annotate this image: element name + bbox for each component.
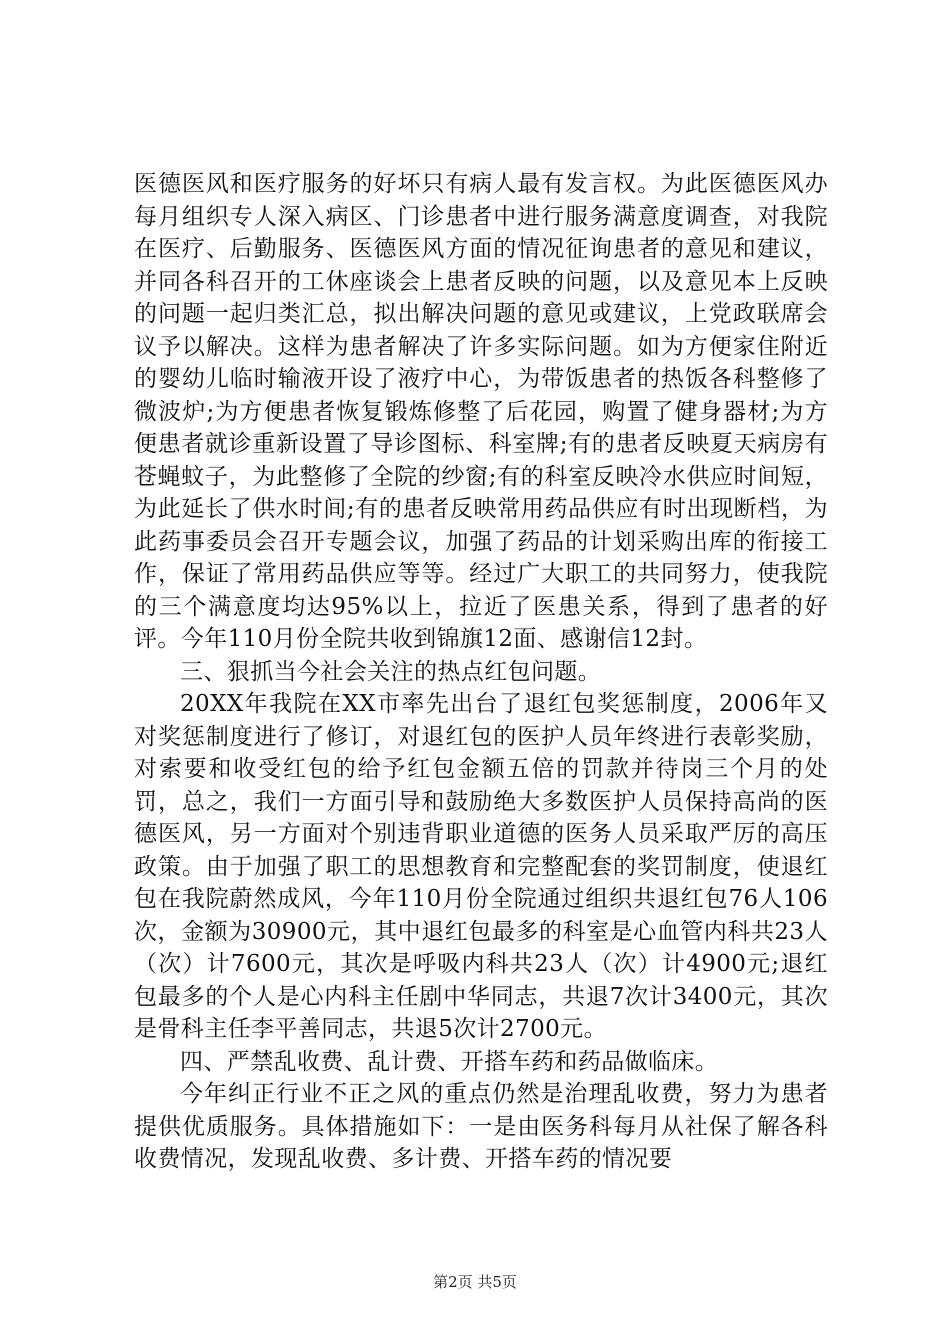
page-number-footer: 第2页 共5页 [433, 1273, 517, 1291]
paragraph-red-envelope-policy: 20XX年我院在XX市率先出台了退红包奖惩制度，2006年又对奖惩制度进行了修订，对退红包的医护人员年终进行表彰奖励，对索要和收受红包的给予红包金额五倍的罚款并待岗三个月的处罚，总之，我们一方面引导和鼓励绝大多数医护人员保持高尚的医德医风，另一方面对个别违背职业道德的医务人员采取严厉的高压政策。由于加强了职工的思想教育和完整配套的奖罚制度，使退红包在我院蔚然成风，今年110月份全院通过组织共退红包76人106次，金额为30900元，其中退红包最多的科室是心血管内科共23人（次）计7600元，其次是呼吸内科共23人（次）计4900元;退红包最多的个人是心内科主任剧中华同志，共退7次计3400元，其次是骨科主任李平善同志，共退5次计2700元。 [134, 691, 828, 1042]
section-heading-red-envelope: 三、狠抓当今社会关注的热点红包问题。 [180, 658, 602, 685]
document-body [134, 168, 828, 1176]
paragraph-feedback-survey: 医德医风和医疗服务的好坏只有病人最有发言权。为此医德医风办每月组织专人深入病区、门诊患者中进行服务满意度调查，对我院在医疗、后勤服务、医德医风方面的情况征询患者的意见和建议，并同各科召开的工休座谈会上患者反映的问题，以及意见本上反映的问题一起归类汇总，拟出解决问题的意见或建议，上党政联席会议予以解决。这样为患者解决了许多实际问题。如为方便家住附近的婴幼儿临时输液开设了液疗中心，为带饭患者的热饭各科整修了微波炉;为方便患者恢复锻炼修整了后花园，购置了健身器材;为方便患者就诊重新设置了导诊图标、科室牌;有的患者反映夏天病房有苍蝇蚊子，为此整修了全院的纱窗;有的科室反映冷水供应时间短，为此延长了供水时间;有的患者反映常用药品供应有时出现断档，为此药事委员会召开专题会议，加强了药品的计划采购出库的衔接工作，保证了常用药品供应等等。经过广大职工的共同努力，使我院的三个满意度均达95%以上，拉近了医患关系，得到了患者的好评。今年110月份全院共收到锦旗12面、感谢信12封。 [134, 171, 828, 652]
section-heading-fee-control: 四、严禁乱收费、乱计费、开搭车药和药品做临床。 [180, 1048, 719, 1075]
paragraph-fee-measures: 今年纠正行业不正之风的重点仍然是治理乱收费，努力为患者提供优质服务。具体措施如下：一是由医务科每月从社保了解各科收费情况，发现乱收费、多计费、开搭车药的情况要 [134, 1081, 828, 1172]
